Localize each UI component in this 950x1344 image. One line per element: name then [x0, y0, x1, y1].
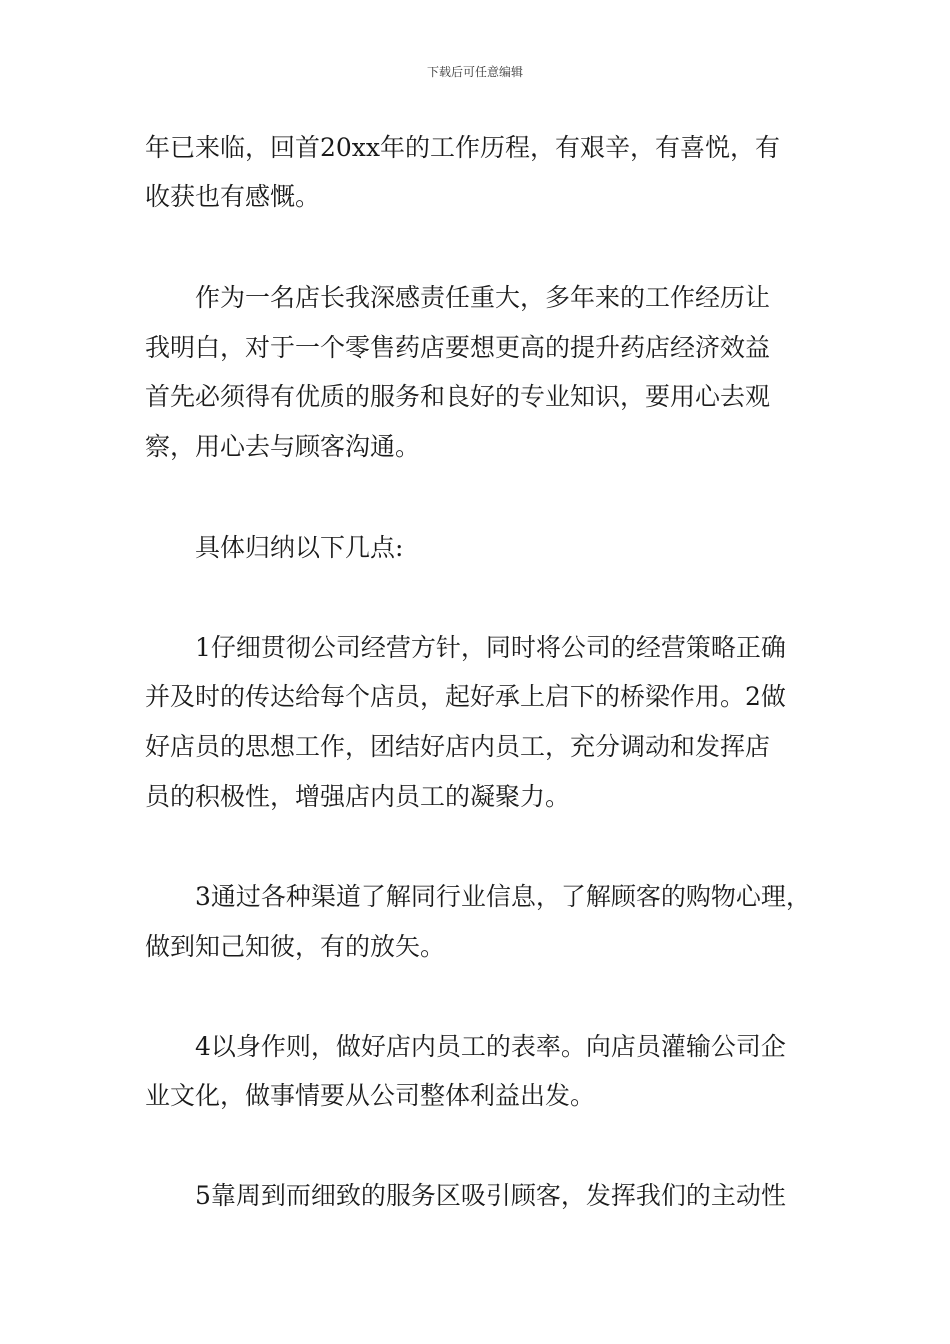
paragraph-line: 5靠周到而细致的服务区吸引顾客，发挥我们的主动性	[195, 1181, 786, 1210]
paragraph-line: 察，用心去与顾客沟通。	[145, 432, 421, 461]
paragraph-line: 1仔细贯彻公司经营方针，同时将公司的经营策略正确	[195, 633, 786, 662]
paragraph-line: 做到知己知彼，有的放矢。	[145, 932, 446, 961]
paragraph-line: 首先必须得有优质的服务和良好的专业知识，要用心去观	[145, 382, 771, 411]
paragraph-line: 4以身作则，做好店内员工的表率。向店员灌输公司企	[195, 1032, 786, 1061]
paragraph-line: 并及时的传达给每个店员，起好承上启下的桥梁作用。2做	[145, 682, 786, 711]
page-header: 下载后可任意编辑	[426, 65, 523, 79]
paragraph-line: 具体归纳以下几点:	[195, 533, 404, 562]
paragraph-line: 业文化，做事情要从公司整体利益出发。	[145, 1081, 596, 1110]
paragraph-line: 收获也有感慨。	[145, 182, 321, 211]
paragraph-line: 我明白，对于一个零售药店要想更高的提升药店经济效益	[145, 333, 771, 362]
paragraph-line: 作为一名店长我深感责任重大，多年来的工作经历让	[195, 283, 771, 312]
paragraph-line: 好店员的思想工作，团结好店内员工，充分调动和发挥店	[145, 732, 771, 761]
paragraph-line: 员的积极性，增强店内员工的凝聚力。	[145, 782, 571, 811]
paragraph-line: 3通过各种渠道了解同行业信息，了解顾客的购物心理，	[195, 882, 811, 911]
paragraph-line: 年已来临，回首20xx年的工作历程，有艰辛，有喜悦，有	[145, 133, 781, 162]
